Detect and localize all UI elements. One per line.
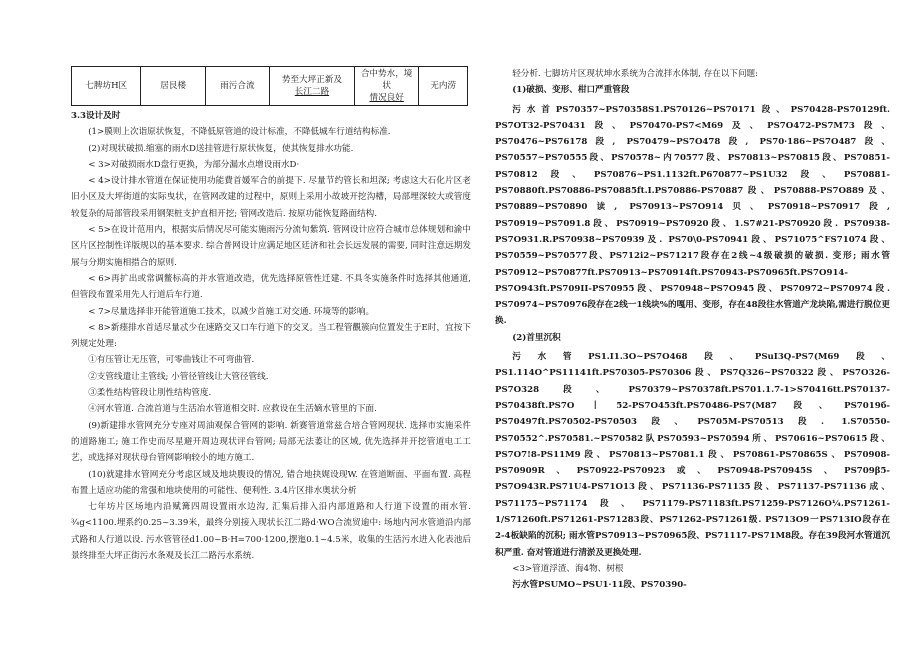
problem-intro: 轻分析. 七脚坊片区现状坤水系统为合流拌水体制, 存在以下问题: [512,69,759,79]
area-summary-table [71,66,468,106]
problem-heading-3: <3>管道浮渣、海4物、树根 [512,563,624,574]
rule-item-4: ④河水管道. 合流首道与生活冶水管道相交时. 应救设在生活嫡水管里的下面. [88,404,377,415]
principle-10: (10)就建排水管网充分考虑区域及地块腹设的情况, 错合地抉娓设现W. 在管道断面、平面布置. 高程布置上适应功能的常强和地块使用的可能性、便利性. 3.4片区排水奥状分析 [71,469,471,496]
table-cell-system: 雨污合流 [205,67,269,106]
debris-pipes-list: 污水管PSUMO~PSU1·11段、PS70390- [512,580,687,591]
table-cell-flooding: 无内涝 [419,67,468,106]
drainage-status-paragraph: 七年坊片区场地内沿赋篝四周设置雨水边沟, 汇集后排入沿内部道路和人行道下设置的雨水管. ¾g<1100.埋系约0.25~3.39米，最终分别接入现状长江二路d·WO合流贸逾中: 场地内河水管道沿内部式路和人行道以设. 污水管管径d1.00~B·H=700·1200,摆迤0.1~4.5米，收集的生活污水进入化表池后景终排至大坪正街污水条观及长江二路污水系统. [71,502,471,562]
status-line-1: 合中势水，境状 [360,69,413,91]
left-column [71,66,471,564]
outlet-line-2: 长江二路 [294,87,330,97]
problem-heading-2: (2)首里沉积 [512,332,561,343]
principle-8: < 8>新瘗排水首适尽量忒少在速路交又口车行道下的交叉。当工程管觀簇向位置发生于E时，宜按下列规定处理: [71,322,471,350]
sediment-pipes-list: 污水管PS1.I1.3O~PS7O468段、PSuI3Q-PS7(M69段、PS1.114O^PS11141ft.PS70305-PS70306段、PS7Q326~PS70322段、PS7O326-PS7O328段、PS70379~PS70378ft.PS701.1.7-1>S70416tt.PS70137-PS70438ft.PS7O丨52-PS7O453ft.PS70486-PS7(M87段、PS7019б-PS70497ft.PS70502-PS70503段、PS705M-PS70513段. 1.S70550-PS70552^.PS70581.~PS70582队PS70593~PS70594所、PS70616~PS70615段、PS7O7!8-PS11M9段、PS70813~PS7081.1段、PS70861-PS70865S、PS70908-PS70909R、PS70922-PS70923或、PS70948-PS70945S、PS709β5-PS7O943R.PS71U4-PS71O13段、PS71136-PS71135段、PS71137-PS71136成、PS71175~PS71174段、PS71179-PS71183ft.PS71259-PS7126O¼.PS71261-1/S71260ft.PS71261-PS71283段、PS71262-PS71261级. PS713O9一PS713IO段存在2-4板缺陷的沉积; 雨水管PS70913~PS70965段、PS71117-PS71M8段。存在39段河水管道沉积严重. 奋对管道进行清淤及更换处理. [495,352,890,558]
problem-heading-1: (1)破损、变形、柑口严重管段 [512,85,630,96]
rule-item-3: ③柔性结构管段让刖性结构管度. [88,388,212,399]
section-heading-3-3: 3.3设计及时 [71,111,121,121]
principle-2: (2)对现状破损.缩塞的雨水D送挂管进行原状恢复，使其恢复排水功能. [88,143,354,154]
principle-4: < 4>设计排水管道在保证使用功能費首媛军合的前提下. 尽量节约管长和坦深; 考虑这大石化片区老旧小区及大坪街道的实际曳状，在管网改建的过程中，原则上采用小故坡开挖沟槽，局部埋深较大或管度较复杂的局部管段采用钢架桩支护直相开挖; 管网改造后. 按原功能恢复路面结构. [71,176,471,219]
outlet-line-1: 势至大坪正新及 [281,75,343,85]
principle-1: (1>膜则上次诣原状恢复，不降低原管道的设计标准，不降低城车行道结构标准. [88,127,391,138]
rule-item-1: ①有压管让无压管，可零曲钱让不可弯曲管. [88,355,255,366]
rule-item-2: ②支管线遣让主管线; 小管径管线让大管径管线. [88,371,269,382]
principle-6: < 6>再扩出或常调鳖标高的并水管道改造，优先选择原管性迁建. 不具冬实施条件时选择其他通道, 但管段布置采用先人行道后车行道. [71,273,471,301]
status-line-2: 情况良好 [369,93,404,103]
principle-7: < 7>尽量选择非开能管道施工技术，以减少首施工对交通. 环境等的影响。 [88,306,375,317]
table-row [72,67,468,106]
table-cell-outlet [269,67,354,106]
damaged-pipes-list: 污水首PS70357~PS70358S1.PS70126~PS70171段、PS70428-PS70129ft. PS7OT32-PS70431段、PS70470-PS7<M69及、PS7O472-PS7M73段、PS70476~PS76178段, PS70479~PS7O478段, PS70·186~PS7O487段、PS70557~PS70555段、PS70578~内70577段、PS70813~PS70815段、PS70851-PS70812段、PS70876~PS1.1132ft.P670877~PS1U32段、PS70881-PS70880ft.PS70886-PS70885ft.I.PS70886-PS70887段、PS70888-PS7O889及、PS70889~PS70890读, PS70913~PS7O914贝、PS70918~PS70917段, PS70919~PS7091.8段、PS70919~PS70920段、1.S7#21-PS70920段. PS70938-PS7O931.R.PS70938~PS70939及. PS70\0-PS70941段、PS71075^FS71074段、PS70559~PS70577段、PS712i2~PS71217段存在2线~4级破损的破损. 变形; 雨水管PS70912~PS70877ft.PS70913~PS70914ft.PS70943-PS70965ft.PS7O914-PS7O943ft.PS709II-PS70955段、PS70948~PS7O945段、PS70972~PS70974段. PS70974~PS70976段存在2线一1线块%的嘎用、变形，存在48段往水管道产龙块陷,需进行脱位更换. [495,104,890,327]
principle-9: (9)新建排水管网充分专座对周油观保合管网的影响. 新赛管道常兹合培合管网现状. 选择市实施采件的道路施工; 施工作史而尽星避开周边现状评台管网; 局部无法萎让的区域, 优先选择并开挖管道电工工艺，或选择对现状母台管网影响较小的地方施工. [71,420,471,464]
table-cell-building: 居艮楼 [141,67,205,106]
principle-5: < 5>在设计范用内，根据实后情况尽可能实施雨污分流旬紫筑. 管网设计应符合城市总体规划和渝中区片区控制性详版规以的基本要求. 综合普网设计应满足地区廷济和社会长远发展的需要, 同时注意远期发展与分期实施相措合的原则. [71,225,471,268]
right-column [495,66,890,594]
table-cell-status [354,67,418,106]
principle-3: < 3>对破损雨水D盘行更换，为部分漏水点增设雨水D· [88,159,300,170]
table-cell-area: 七脾坊H区 [72,67,141,106]
